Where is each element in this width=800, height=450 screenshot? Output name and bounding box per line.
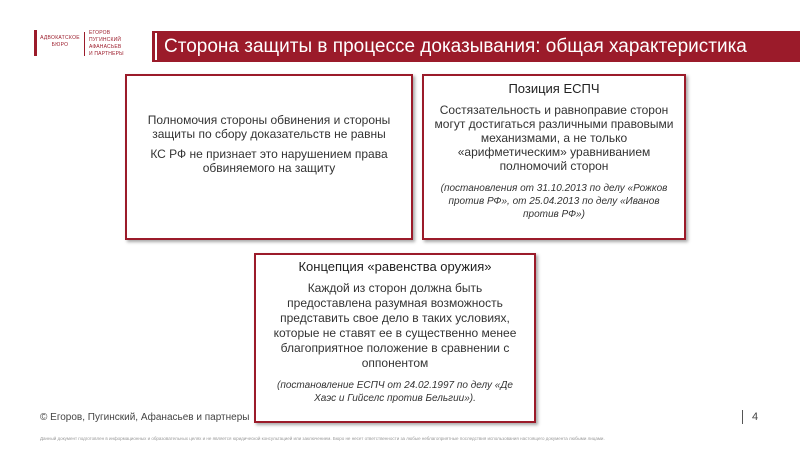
- logo-right-line: ПУГИНСКИЙ: [89, 37, 122, 43]
- box-right-heading: Позиция ЕСПЧ: [508, 81, 600, 96]
- box-left-para1: Полномочия стороны обвинения и стороны защиты по сбору доказательств не равны: [147, 113, 391, 141]
- logo-right-line: АФАНАСЬЕВ: [89, 44, 122, 50]
- logo-left-line: БЮРО: [51, 42, 69, 48]
- logo-right-text: [89, 30, 159, 58]
- page-separator: [742, 410, 743, 424]
- box-bottom-citation: (постановление ЕСПЧ от 24.02.1997 по делу «Де Хаэс и Гийселс против Бельгии»).: [277, 380, 513, 404]
- box-right-citation: (постановления от 31.10.2013 по делу «Рожков против РФ», от 25.04.2013 по делу «Иванов против РФ»): [440, 183, 668, 220]
- title-stripe: [155, 33, 157, 60]
- box-bottom-heading: Концепция «равенства оружия»: [298, 259, 492, 274]
- logo-right-line: ЕГОРОВ: [89, 30, 111, 36]
- box-prosecution-defense: [125, 74, 413, 240]
- box-bottom-text: Каждой из сторон должна быть предоставлена разумная возможность представить свое дело в таких условиях, которые не ставят ее в существенно менее благоприятное положение в сравнении с оппонентом: [273, 281, 517, 370]
- box-left-para2: КС РФ не признает это нарушением права обвиняемого на защиту: [150, 147, 388, 175]
- footer-copyright: © Егоров, Пугинский, Афанасьев и партнеры: [40, 412, 250, 423]
- box-right-text: Состязательность и равноправие сторон могут достигаться различными правовыми механизмами, а не только «арифметическим» уравниванием полномочий сторон: [434, 103, 674, 173]
- logo-bar: [34, 30, 37, 56]
- logo-right-line: И ПАРТНЕРЫ: [89, 51, 124, 57]
- footer-disclaimer: Данный документ подготовлен в информационных и образовательных целях и не является юридической консультацией или заключением. Бюро не несет ответственности за любые неблагоприятные последствия использования настоящего документа любыми лицами.: [40, 436, 605, 441]
- logo-left-text: [40, 35, 80, 49]
- box-equality-of-arms: [254, 253, 536, 423]
- page-number: 4: [752, 411, 759, 423]
- company-logo: [34, 28, 154, 62]
- slide-title: Сторона защиты в процессе доказывания: общая характеристика: [164, 36, 747, 57]
- logo-left-line: АДВОКАТСКОЕ: [40, 35, 80, 41]
- logo-separator: [84, 32, 85, 56]
- box-echr-position: [422, 74, 686, 240]
